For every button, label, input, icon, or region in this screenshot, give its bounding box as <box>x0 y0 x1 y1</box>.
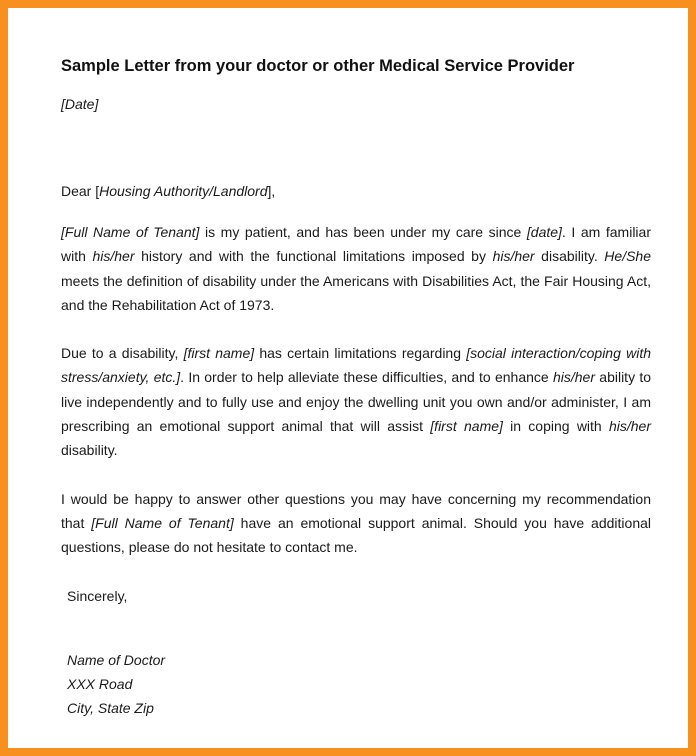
closing: Sincerely, <box>67 587 128 604</box>
salutation-recipient: Housing Authority/Landlord <box>99 183 268 199</box>
text-segment: Due to a disability, <box>61 345 184 362</box>
text-segment: . I am familiar with <box>61 224 651 265</box>
placeholder-first-name: [first name] <box>430 418 503 435</box>
signature-doctor-name: Name of Doctor <box>67 651 166 668</box>
placeholder-tenant-name: [Full Name of Tenant] <box>61 224 200 240</box>
signature-road: XXX Road <box>67 675 133 692</box>
placeholder-tenant-name: [Full Name of Tenant] <box>91 514 234 531</box>
placeholder-first-name: [first name] <box>183 345 255 362</box>
salutation <box>61 181 651 201</box>
text-segment: disability. <box>61 442 118 459</box>
placeholder-pronoun: his/her <box>492 248 535 265</box>
placeholder-pronoun: his/her <box>552 369 596 386</box>
text-segment: meets the definition of disability under the Americans with Disabilities Act, the Fair Housing Act, and the Rehabilitation Act of 1973. <box>61 272 651 313</box>
text-segment: is my patient, and has been under my care since <box>199 224 527 240</box>
letter-date: [Date] <box>61 96 99 112</box>
paragraph-limitations <box>61 341 651 462</box>
salutation-suffix: ], <box>267 183 276 199</box>
letter-title: Sample Letter from your doctor or other Medical Service Provider <box>61 57 575 75</box>
placeholder-pronoun: his/her <box>92 248 135 265</box>
text-segment: has certain limitations regarding <box>254 345 467 362</box>
placeholder-pronoun: his/her <box>608 418 651 435</box>
text-segment: have an emotional support animal. Should you have additional questions, please do not hesitate to contact me. <box>61 514 651 556</box>
placeholder-limitations: [social interaction/coping with stress/anxiety, etc.] <box>61 345 651 386</box>
placeholder-pronoun: He/She <box>604 248 651 265</box>
paragraph-patient-history <box>61 220 651 317</box>
letter-document <box>61 55 651 720</box>
text-segment: . In order to help alleviate these difficulties, and to enhance <box>180 369 553 386</box>
paragraph-contact <box>61 487 651 560</box>
text-segment: history and with the functional limitations imposed by <box>134 248 493 265</box>
signature-city: City, State Zip <box>67 699 154 716</box>
text-segment: in coping with <box>502 418 609 435</box>
salutation-prefix: Dear [ <box>61 183 100 199</box>
signature-block <box>67 648 651 720</box>
placeholder-date: [date] <box>526 224 562 240</box>
text-segment: ability to live independently and to fully use and enjoy the dwelling unit you own and/or administer, I am prescribing an emotional support animal that will assist <box>61 369 652 435</box>
text-segment: disability. <box>534 248 605 265</box>
text-segment: I would be happy to answer other questions you may have concerning my recommendation that <box>61 490 651 531</box>
